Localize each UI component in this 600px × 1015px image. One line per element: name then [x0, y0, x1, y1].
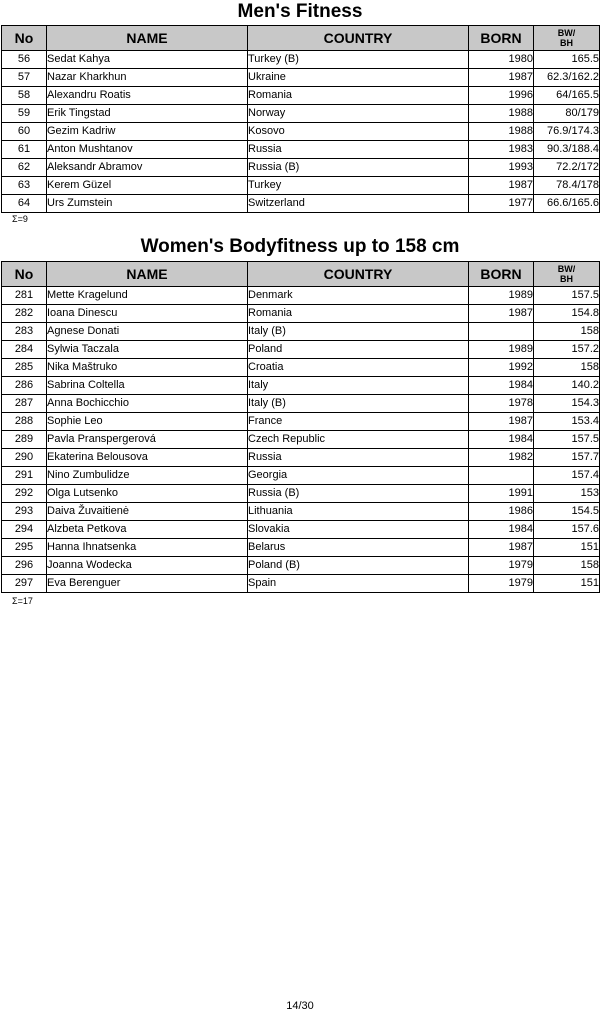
- table-row: [2, 323, 600, 341]
- cell-country: Italy (B): [248, 323, 469, 341]
- cell-born: 1987: [469, 177, 534, 195]
- cell-born: 1987: [469, 413, 534, 431]
- table-row: [2, 449, 600, 467]
- cell-no: 284: [2, 341, 47, 359]
- cell-born: 1992: [469, 359, 534, 377]
- entries-table-mens-fitness: [1, 25, 600, 213]
- cell-born: 1984: [469, 431, 534, 449]
- header-bh: BH: [560, 38, 573, 48]
- cell-country: Russia (B): [248, 159, 469, 177]
- cell-bw-bh: 158: [534, 557, 600, 575]
- cell-born: 1979: [469, 575, 534, 593]
- table-row: [2, 395, 600, 413]
- cell-name: Olga Lutsenko: [47, 485, 248, 503]
- table-header-row: [2, 262, 600, 287]
- header-bw-bh: [534, 262, 600, 287]
- cell-name: Erik Tingstad: [47, 105, 248, 123]
- cell-no: 295: [2, 539, 47, 557]
- cell-born: 1980: [469, 51, 534, 69]
- cell-born: 1977: [469, 195, 534, 213]
- cell-name: Ekaterina Belousova: [47, 449, 248, 467]
- cell-name: Joanna Wodecka: [47, 557, 248, 575]
- cell-bw-bh: 72.2/172: [534, 159, 600, 177]
- cell-bw-bh: 80/179: [534, 105, 600, 123]
- cell-born: 1986: [469, 503, 534, 521]
- cell-country: Romania: [248, 305, 469, 323]
- cell-name: Mette Kragelund: [47, 287, 248, 305]
- table-body: [2, 287, 600, 593]
- cell-born: 1988: [469, 123, 534, 141]
- cell-country: Georgia: [248, 467, 469, 485]
- cell-bw-bh: 157.4: [534, 467, 600, 485]
- table-row: [2, 87, 600, 105]
- table-row: [2, 177, 600, 195]
- header-name: NAME: [47, 26, 248, 51]
- cell-born: 1978: [469, 395, 534, 413]
- cell-country: Czech Republic: [248, 431, 469, 449]
- cell-bw-bh: 157.5: [534, 431, 600, 449]
- cell-country: Russia: [248, 141, 469, 159]
- cell-bw-bh: 154.3: [534, 395, 600, 413]
- cell-name: Alzbeta Petkova: [47, 521, 248, 539]
- cell-name: Aleksandr Abramov: [47, 159, 248, 177]
- cell-no: 286: [2, 377, 47, 395]
- cell-country: Slovakia: [248, 521, 469, 539]
- header-bw: BW/: [557, 264, 576, 274]
- cell-bw-bh: 140.2: [534, 377, 600, 395]
- cell-country: Spain: [248, 575, 469, 593]
- cell-name: Anton Mushtanov: [47, 141, 248, 159]
- cell-no: 61: [2, 141, 47, 159]
- cell-bw-bh: 151: [534, 575, 600, 593]
- cell-no: 283: [2, 323, 47, 341]
- cell-name: Urs Zumstein: [47, 195, 248, 213]
- cell-bw-bh: 78.4/178: [534, 177, 600, 195]
- header-name: NAME: [47, 262, 248, 287]
- header-bw: BW/: [557, 28, 576, 38]
- cell-bw-bh: 154.5: [534, 503, 600, 521]
- cell-no: 290: [2, 449, 47, 467]
- table-row: [2, 287, 600, 305]
- cell-country: Poland: [248, 341, 469, 359]
- cell-name: Sylwia Taczala: [47, 341, 248, 359]
- table-row: [2, 467, 600, 485]
- cell-country: Turkey (B): [248, 51, 469, 69]
- cell-bw-bh: 153: [534, 485, 600, 503]
- table-row: [2, 51, 600, 69]
- cell-bw-bh: 165.5: [534, 51, 600, 69]
- cell-country: Kosovo: [248, 123, 469, 141]
- cell-no: 292: [2, 485, 47, 503]
- cell-bw-bh: 157.2: [534, 341, 600, 359]
- table-row: [2, 105, 600, 123]
- cell-bw-bh: 158: [534, 359, 600, 377]
- cell-no: 56: [2, 51, 47, 69]
- table-row: [2, 521, 600, 539]
- cell-no: 62: [2, 159, 47, 177]
- cell-country: Poland (B): [248, 557, 469, 575]
- cell-country: Russia (B): [248, 485, 469, 503]
- cell-country: Denmark: [248, 287, 469, 305]
- cell-no: 288: [2, 413, 47, 431]
- cell-name: Alexandru Roatis: [47, 87, 248, 105]
- cell-name: Nazar Kharkhun: [47, 69, 248, 87]
- cell-no: 297: [2, 575, 47, 593]
- cell-born: 1987: [469, 69, 534, 87]
- cell-name: Kerem Güzel: [47, 177, 248, 195]
- table-row: [2, 123, 600, 141]
- header-born: BORN: [469, 262, 534, 287]
- cell-bw-bh: 76.9/174.3: [534, 123, 600, 141]
- cell-bw-bh: 157.5: [534, 287, 600, 305]
- cell-bw-bh: 64/165.5: [534, 87, 600, 105]
- header-bh: BH: [560, 274, 573, 284]
- table-row: [2, 557, 600, 575]
- cell-no: 285: [2, 359, 47, 377]
- cell-born: 1982: [469, 449, 534, 467]
- cell-name: Sophie Leo: [47, 413, 248, 431]
- section-title-womens-bodyfitness: Women's Bodyfitness up to 158 cm: [140, 236, 460, 257]
- table-body: [2, 51, 600, 213]
- cell-name: Nino Zumbulidze: [47, 467, 248, 485]
- header-no: No: [2, 262, 47, 287]
- cell-name: Nika Maštruko: [47, 359, 248, 377]
- cell-born: 1989: [469, 341, 534, 359]
- table-row: [2, 141, 600, 159]
- table-row: [2, 503, 600, 521]
- header-born: BORN: [469, 26, 534, 51]
- cell-country: Switzerland: [248, 195, 469, 213]
- entry-count: Σ=9: [12, 214, 28, 224]
- table-row: [2, 431, 600, 449]
- cell-born: 1988: [469, 105, 534, 123]
- cell-born: 1996: [469, 87, 534, 105]
- entry-count: Σ=17: [12, 596, 33, 606]
- cell-no: 64: [2, 195, 47, 213]
- entries-table-womens-bodyfitness: [1, 261, 600, 593]
- cell-country: Ukraine: [248, 69, 469, 87]
- cell-born: 1987: [469, 305, 534, 323]
- cell-born: [469, 323, 534, 341]
- cell-no: 57: [2, 69, 47, 87]
- cell-bw-bh: 157.6: [534, 521, 600, 539]
- cell-bw-bh: 66.6/165.6: [534, 195, 600, 213]
- cell-no: 287: [2, 395, 47, 413]
- cell-country: Belarus: [248, 539, 469, 557]
- cell-born: 1991: [469, 485, 534, 503]
- table-row: [2, 575, 600, 593]
- cell-name: Eva Berenguer: [47, 575, 248, 593]
- cell-no: 293: [2, 503, 47, 521]
- cell-no: 289: [2, 431, 47, 449]
- cell-born: 1993: [469, 159, 534, 177]
- cell-no: 59: [2, 105, 47, 123]
- cell-country: Lithuania: [248, 503, 469, 521]
- header-country: COUNTRY: [248, 262, 469, 287]
- cell-no: 291: [2, 467, 47, 485]
- cell-no: 282: [2, 305, 47, 323]
- cell-country: France: [248, 413, 469, 431]
- cell-bw-bh: 62.3/162.2: [534, 69, 600, 87]
- cell-name: Sedat Kahya: [47, 51, 248, 69]
- cell-name: Hanna Ihnatsenka: [47, 539, 248, 557]
- cell-name: Ioana Dinescu: [47, 305, 248, 323]
- cell-country: Italy: [248, 377, 469, 395]
- table-row: [2, 341, 600, 359]
- cell-bw-bh: 158: [534, 323, 600, 341]
- page-number: 14/30: [286, 1000, 314, 1012]
- cell-born: 1989: [469, 287, 534, 305]
- cell-country: Croatia: [248, 359, 469, 377]
- cell-born: 1979: [469, 557, 534, 575]
- header-country: COUNTRY: [248, 26, 469, 51]
- section-title-mens-fitness: Men's Fitness: [237, 1, 363, 22]
- cell-born: 1984: [469, 377, 534, 395]
- cell-no: 294: [2, 521, 47, 539]
- cell-name: Sabrina Coltella: [47, 377, 248, 395]
- cell-country: Turkey: [248, 177, 469, 195]
- table-row: [2, 539, 600, 557]
- cell-no: 296: [2, 557, 47, 575]
- table-header-row: [2, 26, 600, 51]
- cell-name: Agnese Donati: [47, 323, 248, 341]
- table-row: [2, 69, 600, 87]
- cell-name: Gezim Kadriw: [47, 123, 248, 141]
- cell-born: 1984: [469, 521, 534, 539]
- cell-born: 1983: [469, 141, 534, 159]
- cell-country: Romania: [248, 87, 469, 105]
- table-row: [2, 305, 600, 323]
- cell-bw-bh: 90.3/188.4: [534, 141, 600, 159]
- cell-country: Italy (B): [248, 395, 469, 413]
- cell-name: Anna Bochicchio: [47, 395, 248, 413]
- header-bw-bh: [534, 26, 600, 51]
- cell-country: Norway: [248, 105, 469, 123]
- cell-bw-bh: 154.8: [534, 305, 600, 323]
- cell-bw-bh: 153.4: [534, 413, 600, 431]
- cell-no: 60: [2, 123, 47, 141]
- table-row: [2, 485, 600, 503]
- table-row: [2, 359, 600, 377]
- table-row: [2, 195, 600, 213]
- table-row: [2, 159, 600, 177]
- cell-no: 63: [2, 177, 47, 195]
- cell-no: 281: [2, 287, 47, 305]
- header-no: No: [2, 26, 47, 51]
- table-row: [2, 413, 600, 431]
- cell-bw-bh: 151: [534, 539, 600, 557]
- cell-no: 58: [2, 87, 47, 105]
- cell-bw-bh: 157.7: [534, 449, 600, 467]
- table-row: [2, 377, 600, 395]
- cell-born: 1987: [469, 539, 534, 557]
- cell-born: [469, 467, 534, 485]
- cell-name: Pavla Pranspergerová: [47, 431, 248, 449]
- cell-country: Russia: [248, 449, 469, 467]
- cell-name: Daiva Žuvaitienė: [47, 503, 248, 521]
